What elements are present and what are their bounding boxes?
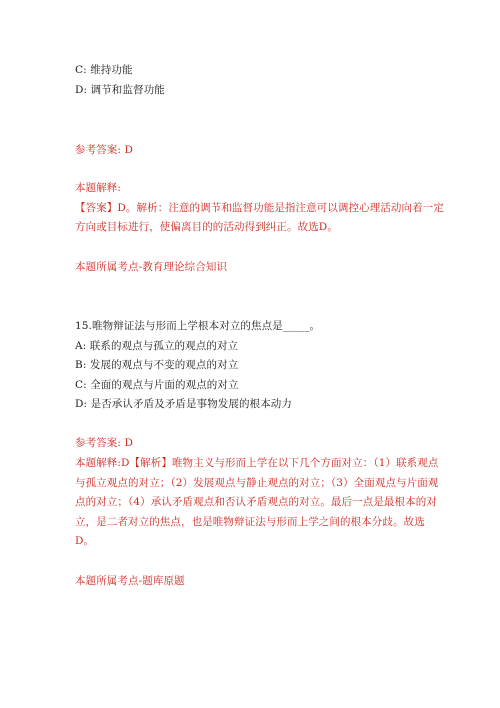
q15-option-c: C: 全面的观点与片面的观点的对立 [75, 379, 239, 391]
q15-explanation-line-4: 立，是二者对立的焦点，也是唯物辩证法与形而上学之间的根本分歧。故选 [75, 516, 425, 528]
q15-explanation-line-3: 点的对立；（4）承认矛盾观点和否认矛盾观点的对立。最后一点是最根本的对 [75, 496, 437, 508]
q15-answer: 参考答案: D [75, 437, 133, 449]
q14-option-d: D: 调节和监督功能 [75, 84, 165, 96]
q15-explanation-line-1: 本题解释:D【解析】唯物主义与形而上学在以下几个方面对立：（1）联系观点 [75, 457, 439, 469]
q15-option-b: B: 发展的观点与不变的观点的对立 [75, 359, 239, 371]
q14-category: 本题所属考点-教育理论综合知识 [75, 261, 228, 273]
q15-explanation-line-2: 与孤立观点的对立；（2）发展观点与静止观点的对立；（3）全面观点与片面观 [75, 477, 439, 489]
q15-category: 本题所属考点-题库原题 [75, 575, 185, 587]
q14-explanation-title: 本题解释: [75, 182, 122, 194]
q14-explanation-line-2: 方向或目标进行，使偏离目的的活动得到纠正。故选D。 [75, 221, 338, 233]
q15-explanation-line-5: D。 [75, 535, 95, 547]
q14-explanation-line-1: 【答案】D。解析：注意的调节和监督功能是指注意可以调控心理活动向着一定 [75, 202, 444, 214]
q15-option-d: D: 是否承认矛盾及矛盾是事物发展的根本动力 [75, 398, 292, 410]
q15-option-a: A: 联系的观点与孤立的观点的对立 [75, 340, 239, 352]
q14-answer: 参考答案: D [75, 144, 133, 156]
q14-option-c: C: 维持功能 [75, 64, 133, 76]
q15-question: 15.唯物辩证法与形而上学根本对立的焦点是_____。 [75, 320, 321, 332]
